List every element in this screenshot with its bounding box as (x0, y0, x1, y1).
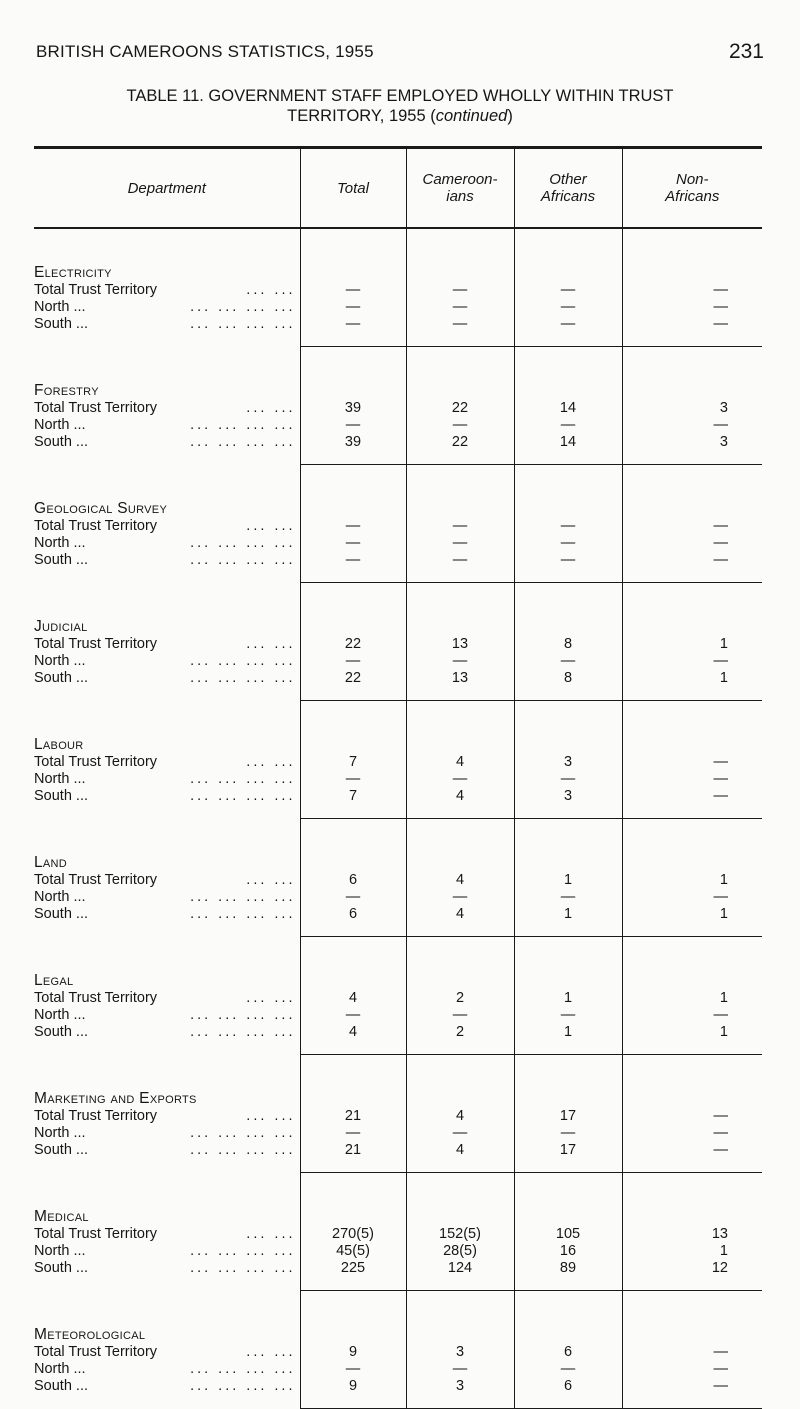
cameroonians-value: 28(5) (406, 1243, 514, 1260)
row-label-total: Total Trust Territory ... ... (34, 400, 296, 416)
other-africans-value: 8 (514, 636, 622, 653)
other-africans-value: 3 (514, 754, 622, 771)
row-label-total: Total Trust Territory ... ... (34, 518, 296, 534)
row-label-north: North ... ... ... ... ... (34, 653, 296, 669)
total-value: 4 (300, 1024, 406, 1041)
table-row (34, 434, 762, 451)
column-header-total: Total (300, 148, 406, 229)
cameroonians-value: 3 (406, 1378, 514, 1395)
cameroonians-value: — (406, 1007, 514, 1024)
department-name: Marketing and Exports (34, 1090, 197, 1107)
table-row (34, 1344, 762, 1361)
total-value: — (300, 282, 406, 299)
other-africans-value: 3 (514, 788, 622, 805)
row-label-total: Total Trust Territory ... ... (34, 754, 296, 770)
row-label-south: South ... ... ... ... ... (34, 906, 296, 922)
department-name: Forestry (34, 382, 99, 399)
table-row (34, 518, 762, 535)
total-value: 39 (300, 400, 406, 417)
cameroonians-value: — (406, 1361, 514, 1378)
row-label-south: South ... ... ... ... ... (34, 670, 296, 686)
row-label-south: South ... ... ... ... ... (34, 1378, 296, 1394)
row-label-north: North ... ... ... ... ... (34, 771, 296, 787)
cameroonians-value: 152(5) (406, 1226, 514, 1243)
cameroonians-value: 13 (406, 636, 514, 653)
table-title-line-1: TABLE 11. GOVERNMENT STAFF EMPLOYED WHOLLY WITHIN TRUST (126, 87, 674, 105)
column-header-cameroonians: Cameroon- ians (406, 148, 514, 229)
table-row (34, 535, 762, 552)
other-africans-value: 14 (514, 434, 622, 451)
cameroonians-value: — (406, 1125, 514, 1142)
running-title: BRITISH CAMEROONS STATISTICS, 1955 (36, 42, 374, 61)
department-name: Electricity (34, 264, 112, 281)
cameroonians-value: — (406, 316, 514, 333)
cameroonians-value: — (406, 282, 514, 299)
cameroonians-value: 124 (406, 1260, 514, 1277)
row-label-south: South ... ... ... ... ... (34, 434, 296, 450)
other-africans-value: — (514, 653, 622, 670)
total-value: — (300, 1361, 406, 1378)
other-africans-value: — (514, 282, 622, 299)
total-value: — (300, 1125, 406, 1142)
total-value: 6 (300, 872, 406, 889)
column-header-other-africans: Other Africans (514, 148, 622, 229)
other-africans-value: 8 (514, 670, 622, 687)
total-value: — (300, 1007, 406, 1024)
row-label-north: North ... ... ... ... ... (34, 1361, 296, 1377)
table-row (34, 754, 762, 771)
non-africans-value: — (622, 316, 762, 333)
total-value: 45(5) (300, 1243, 406, 1260)
cameroonians-value: 22 (406, 400, 514, 417)
other-africans-value: — (514, 1361, 622, 1378)
table-title (40, 86, 760, 126)
cameroonians-value: 22 (406, 434, 514, 451)
other-africans-value: — (514, 518, 622, 535)
row-label-south: South ... ... ... ... ... (34, 1142, 296, 1158)
other-africans-value: 1 (514, 906, 622, 923)
total-value: 225 (300, 1260, 406, 1277)
table-row (34, 282, 762, 299)
column-header-department: Department (34, 148, 300, 229)
non-africans-value: 3 (622, 400, 762, 417)
non-africans-value: 3 (622, 434, 762, 451)
department-group (34, 583, 762, 701)
cameroonians-value: 4 (406, 754, 514, 771)
cameroonians-value: 2 (406, 1024, 514, 1041)
table-row (34, 1125, 762, 1142)
other-africans-value: — (514, 535, 622, 552)
non-africans-value: 1 (622, 990, 762, 1007)
other-africans-value: 1 (514, 990, 622, 1007)
non-africans-value: — (622, 771, 762, 788)
table-row (34, 990, 762, 1007)
department-group (34, 701, 762, 819)
non-africans-value: — (622, 535, 762, 552)
department-group (34, 937, 762, 1055)
total-value: 7 (300, 788, 406, 805)
other-africans-value: 6 (514, 1378, 622, 1395)
total-value: — (300, 535, 406, 552)
table-row (34, 1361, 762, 1378)
table-row (34, 316, 762, 333)
other-africans-value: 16 (514, 1243, 622, 1260)
non-africans-value: — (622, 282, 762, 299)
total-value: — (300, 417, 406, 434)
table-row (34, 1260, 762, 1277)
table-row (34, 788, 762, 805)
cameroonians-value: — (406, 653, 514, 670)
other-africans-value: 17 (514, 1108, 622, 1125)
continued-note: continued (435, 107, 508, 125)
non-africans-value: — (622, 754, 762, 771)
running-head (36, 42, 764, 72)
total-value: — (300, 316, 406, 333)
cameroonians-value: — (406, 552, 514, 569)
other-africans-value: — (514, 316, 622, 333)
row-label-north: North ... ... ... ... ... (34, 1007, 296, 1023)
total-value: — (300, 771, 406, 788)
table-row (34, 771, 762, 788)
table-row (34, 1142, 762, 1159)
table-row (34, 1024, 762, 1041)
cameroonians-value: 4 (406, 788, 514, 805)
non-africans-value: 1 (622, 670, 762, 687)
table-row (34, 1243, 762, 1260)
non-africans-value: — (622, 653, 762, 670)
cameroonians-value: 4 (406, 1142, 514, 1159)
cameroonians-value: 2 (406, 990, 514, 1007)
row-label-total: Total Trust Territory ... ... (34, 872, 296, 888)
cameroonians-value: 4 (406, 906, 514, 923)
non-africans-value: 1 (622, 906, 762, 923)
total-value: 21 (300, 1108, 406, 1125)
other-africans-value: 14 (514, 400, 622, 417)
total-value: — (300, 889, 406, 906)
non-africans-value: — (622, 299, 762, 316)
other-africans-value: 17 (514, 1142, 622, 1159)
table-row (34, 636, 762, 653)
table-row (34, 653, 762, 670)
department-name: Meteorological (34, 1326, 146, 1343)
cameroonians-value: 3 (406, 1344, 514, 1361)
other-africans-value: — (514, 771, 622, 788)
table-row (34, 1007, 762, 1024)
department-group (34, 228, 762, 347)
department-name: Medical (34, 1208, 89, 1225)
row-label-north: North ... ... ... ... ... (34, 889, 296, 905)
department-group (34, 465, 762, 583)
department-name: Judicial (34, 618, 88, 635)
row-label-total: Total Trust Territory ... ... (34, 1344, 296, 1360)
other-africans-value: 89 (514, 1260, 622, 1277)
total-value: 9 (300, 1378, 406, 1395)
total-value: 6 (300, 906, 406, 923)
row-label-total: Total Trust Territory ... ... (34, 636, 296, 652)
non-africans-value: — (622, 1344, 762, 1361)
department-group (34, 1291, 762, 1409)
other-africans-value: 6 (514, 1344, 622, 1361)
other-africans-value: — (514, 1007, 622, 1024)
non-africans-value: — (622, 1108, 762, 1125)
total-value: — (300, 552, 406, 569)
non-africans-value: — (622, 417, 762, 434)
row-label-north: North ... ... ... ... ... (34, 1243, 296, 1259)
cameroonians-value: — (406, 417, 514, 434)
table-row (34, 889, 762, 906)
other-africans-value: — (514, 417, 622, 434)
department-name: Legal (34, 972, 74, 989)
row-label-total: Total Trust Territory ... ... (34, 282, 296, 298)
other-africans-value: — (514, 889, 622, 906)
department-group (34, 819, 762, 937)
table-row (34, 670, 762, 687)
non-africans-value: 12 (622, 1260, 762, 1277)
table-row (34, 906, 762, 923)
row-label-south: South ... ... ... ... ... (34, 552, 296, 568)
non-africans-value: — (622, 1361, 762, 1378)
row-label-total: Total Trust Territory ... ... (34, 1108, 296, 1124)
non-africans-value: — (622, 1007, 762, 1024)
table-row (34, 299, 762, 316)
non-africans-value: — (622, 1378, 762, 1395)
total-value: 4 (300, 990, 406, 1007)
non-africans-value: 13 (622, 1226, 762, 1243)
row-label-north: North ... ... ... ... ... (34, 1125, 296, 1141)
row-label-north: North ... ... ... ... ... (34, 535, 296, 551)
row-label-total: Total Trust Territory ... ... (34, 990, 296, 1006)
department-group (34, 347, 762, 465)
table-row (34, 552, 762, 569)
total-value: 39 (300, 434, 406, 451)
total-value: 7 (300, 754, 406, 771)
other-africans-value: — (514, 1125, 622, 1142)
table-row (34, 872, 762, 889)
department-name: Geological Survey (34, 500, 168, 517)
non-africans-value: 1 (622, 1024, 762, 1041)
non-africans-value: — (622, 1125, 762, 1142)
row-label-south: South ... ... ... ... ... (34, 1260, 296, 1276)
row-label-south: South ... ... ... ... ... (34, 316, 296, 332)
column-header-non-africans: Non- Africans (622, 148, 762, 229)
non-africans-value: — (622, 788, 762, 805)
row-label-north: North ... ... ... ... ... (34, 299, 296, 315)
department-group (34, 1173, 762, 1291)
staff-table (34, 146, 762, 1409)
total-value: — (300, 518, 406, 535)
other-africans-value: 105 (514, 1226, 622, 1243)
cameroonians-value: — (406, 771, 514, 788)
cameroonians-value: 4 (406, 872, 514, 889)
department-group (34, 1055, 762, 1173)
non-africans-value: — (622, 552, 762, 569)
table-row (34, 400, 762, 417)
table-row (34, 1378, 762, 1395)
row-label-total: Total Trust Territory ... ... (34, 1226, 296, 1242)
cameroonians-value: — (406, 299, 514, 316)
other-africans-value: — (514, 552, 622, 569)
table-row (34, 1108, 762, 1125)
other-africans-value: 1 (514, 872, 622, 889)
total-value: 22 (300, 636, 406, 653)
table-title-line-2: TERRITORY, 1955 (continued) (287, 107, 513, 125)
row-label-north: North ... ... ... ... ... (34, 417, 296, 433)
cameroonians-value: — (406, 535, 514, 552)
total-value: — (300, 653, 406, 670)
cameroonians-value: — (406, 518, 514, 535)
total-value: 21 (300, 1142, 406, 1159)
non-africans-value: 1 (622, 1243, 762, 1260)
non-africans-value: — (622, 889, 762, 906)
row-label-south: South ... ... ... ... ... (34, 1024, 296, 1040)
table-row (34, 417, 762, 434)
total-value: 9 (300, 1344, 406, 1361)
other-africans-value: 1 (514, 1024, 622, 1041)
non-africans-value: 1 (622, 872, 762, 889)
non-africans-value: 1 (622, 636, 762, 653)
cameroonians-value: — (406, 889, 514, 906)
total-value: 270(5) (300, 1226, 406, 1243)
total-value: — (300, 299, 406, 316)
total-value: 22 (300, 670, 406, 687)
department-name: Land (34, 854, 68, 871)
table-row (34, 1226, 762, 1243)
cameroonians-value: 13 (406, 670, 514, 687)
department-name: Labour (34, 736, 84, 753)
other-africans-value: — (514, 299, 622, 316)
page-number: 231 (728, 40, 764, 63)
cameroonians-value: 4 (406, 1108, 514, 1125)
row-label-south: South ... ... ... ... ... (34, 788, 296, 804)
non-africans-value: — (622, 1142, 762, 1159)
non-africans-value: — (622, 518, 762, 535)
